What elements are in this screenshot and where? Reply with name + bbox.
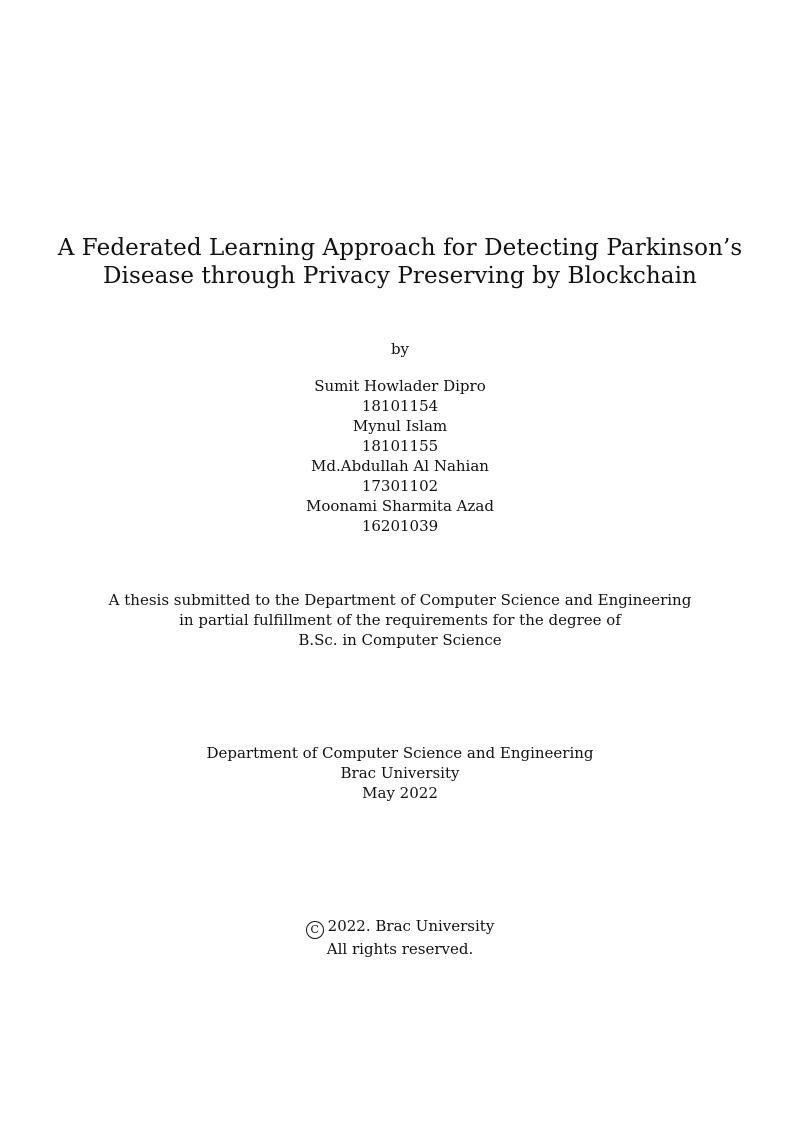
copyright-text: 2022. Brac University — [327, 917, 495, 935]
title-line-1: A Federated Learning Approach for Detecting Parkinson’s — [57, 235, 743, 261]
title-line-2: Disease through Privacy Preserving by Blockchain — [103, 263, 697, 289]
submission-date: May 2022 — [362, 784, 438, 802]
institution-block — [0, 743, 800, 803]
author-name: Mynul Islam — [352, 417, 448, 435]
author-id: 18101154 — [361, 397, 439, 415]
author-list — [0, 376, 800, 536]
university-name: Brac University — [340, 764, 460, 782]
rights-reserved: All rights reserved. — [326, 940, 474, 958]
author-id: 18101155 — [361, 437, 439, 455]
copyright-line — [0, 916, 800, 939]
thesis-line-3: B.Sc. in Computer Science — [298, 631, 502, 649]
copyright-block — [0, 916, 800, 959]
thesis-statement — [0, 590, 800, 650]
author-name: Moonami Sharmita Azad — [306, 497, 494, 515]
copyright-icon: C — [306, 921, 324, 939]
thesis-title — [0, 234, 800, 290]
thesis-line-2: in partial fulfillment of the requirements for the degree of — [179, 611, 621, 629]
thesis-line-1: A thesis submitted to the Department of Computer Science and Engineering — [108, 591, 692, 609]
author-id: 17301102 — [361, 477, 439, 495]
department-name: Department of Computer Science and Engineering — [206, 744, 594, 762]
author-name: Md.Abdullah Al Nahian — [311, 457, 489, 475]
author-name: Sumit Howlader Dipro — [314, 377, 486, 395]
author-id: 16201039 — [361, 517, 439, 535]
by-label: by — [390, 340, 410, 358]
